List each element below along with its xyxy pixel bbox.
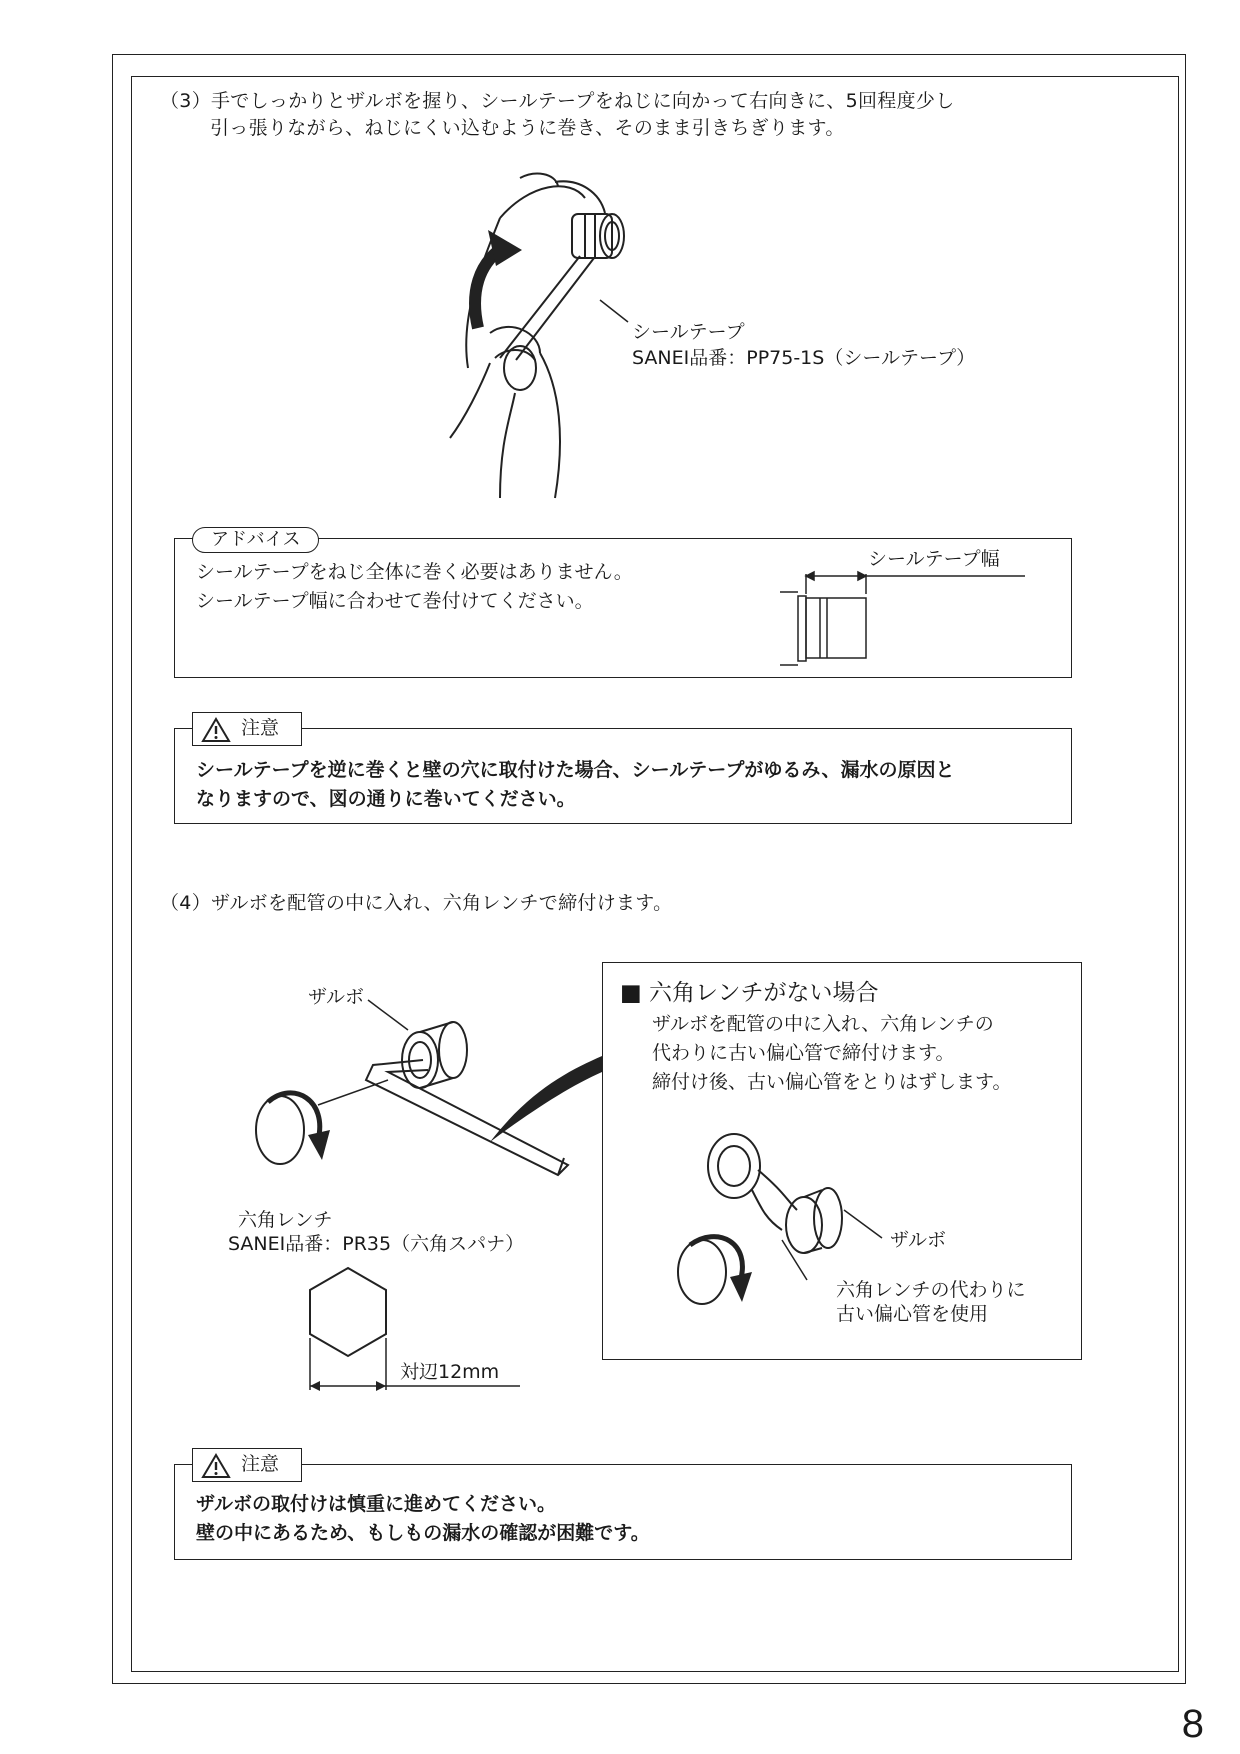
caution1-text: シールテープを逆に巻くと壁の穴に取付けた場合、シールテープがゆるみ、漏水の原因と なりますので、図の通りに巻いてください。	[196, 759, 955, 810]
tape-label-name: シールテープ	[632, 321, 745, 343]
step3-text: （3）手でしっかりとザルボを握り、シールテープをねじに向かって右向きに、5回程度少し 引っ張りながら、ねじにくい込むように巻き、そのまま引きちぎります。	[160, 90, 955, 139]
no-wrench-zarubo-label: ザルボ	[890, 1229, 947, 1251]
page-number: 8	[1181, 1702, 1204, 1746]
no-wrench-text: ザルボを配管の中に入れ、六角レンチの 代わりに古い偏心管で締付けます。 締付け後、古い偏心管をとりはずします。	[652, 1013, 1012, 1093]
advice-tag: アドバイス	[192, 527, 319, 553]
no-wrench-title: ■ 六角レンチがない場合	[620, 980, 879, 1006]
tape-wrapping-illustration	[460, 168, 640, 508]
warning-icon	[201, 1453, 231, 1479]
wrench-part-label: SANEI品番：PR35（六角スパナ）	[228, 1233, 525, 1255]
hex-size-label: 対辺12mm	[400, 1361, 500, 1383]
old-pipe-label-1: 六角レンチの代わりに	[836, 1279, 1026, 1301]
warning-icon	[201, 717, 231, 743]
caution2-text: ザルボの取付けは慎重に進めてください。 壁の中にあるため、もしもの漏水の確認が困難です。	[196, 1493, 650, 1544]
page-inner-frame	[131, 76, 1179, 1672]
tape-width-label: シールテープ幅	[868, 548, 1000, 570]
hex-size-diagram	[310, 1268, 530, 1408]
caution2-tag: 注意	[192, 1448, 302, 1482]
old-pipe-label-2: 古い偏心管を使用	[836, 1303, 989, 1325]
tape-label-part: SANEI品番：PP75-1S（シールテープ）	[632, 347, 976, 369]
caution1-tag: 注意	[192, 712, 302, 746]
tape-width-diagram	[780, 560, 1040, 670]
zarubo-label: ザルボ	[308, 986, 365, 1008]
callout-pointer	[490, 1050, 610, 1150]
step4-text: （4）ザルボを配管の中に入れ、六角レンチで締付けます。	[160, 892, 673, 914]
advice-text: シールテープをねじ全体に巻く必要はありません。 シールテープ幅に合わせて巻付けてください。	[196, 561, 633, 612]
wrench-label: 六角レンチ	[238, 1209, 333, 1231]
